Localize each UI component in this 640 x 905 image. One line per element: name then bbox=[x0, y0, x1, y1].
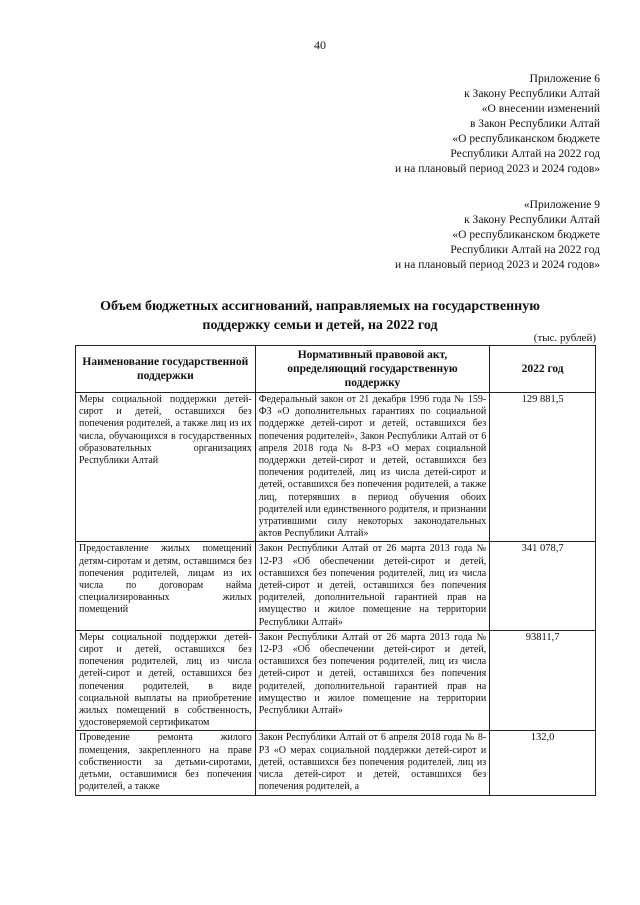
appendix-6-line: Приложение 6 bbox=[529, 73, 600, 85]
table-row bbox=[76, 630, 596, 731]
legal-act-cell: Закон Республики Алтай от 26 марта 2013 года № 12-РЗ «Об обеспечении детей-сирот и детей, оставшихся без попечения родителей, лиц из числа детей-сирот и детей, оставшихся без попечения родителей, дополнительной гарантией прав на имущество и жилое помещение на территории Республики Алтай» bbox=[255, 542, 490, 630]
appendix-6-line: к Закону Республики Алтай bbox=[464, 88, 600, 100]
appendix-6-line: Республики Алтай на 2022 год bbox=[450, 148, 600, 160]
legal-act-cell: Федеральный закон от 21 декабря 1996 года № 159-ФЗ «О дополнительных гарантиях по социальной поддержке детей-сирот и детей, оставшихся без попечения родителей», Закон Республики Алтай от 6 апреля 2018 года № 8-РЗ «О мерах социальной поддержки детей-сирот и детей, оставшихся без попечения родителей, лиц из числа детей-сирот и детей, оставшихся без попечения родителей, а также лиц, потерявших в период обучения обоих родителей или единственного родителя, и признании утратившими силу некоторых законодательных актов Республики Алтай» bbox=[255, 393, 490, 542]
document-title bbox=[40, 297, 600, 335]
units-note: (тыс. рублей) bbox=[533, 332, 596, 344]
appendix-9-line: Республики Алтай на 2022 год bbox=[450, 244, 600, 256]
page-bottom-margin bbox=[0, 840, 640, 905]
amount-cell: 129 881,5 bbox=[490, 393, 596, 542]
support-name-cell: Проведение ремонта жилого помещения, закрепленного на праве собственности за детьми-сиротами, детьми, оставшимися без попечения родителей, а также bbox=[76, 731, 256, 795]
appendix-9-header bbox=[395, 198, 600, 273]
appendix-6-line: «О республиканском бюджете bbox=[452, 133, 600, 145]
appendix-9-line: и на плановый период 2023 и 2024 годов» bbox=[395, 259, 600, 271]
table-header-row bbox=[76, 346, 596, 393]
appendix-6-line: «О внесении изменений bbox=[481, 103, 600, 115]
budget-table bbox=[75, 345, 596, 796]
table-row bbox=[76, 731, 596, 795]
support-name-cell: Меры социальной поддержки детей-сирот и детей, оставшихся без попечения родителей, а также лиц из их числа, обучающихся в государственных образовательных организациях Республики Алтай bbox=[76, 393, 256, 542]
header-year-2022: 2022 год bbox=[490, 346, 596, 393]
legal-act-cell: Закон Республики Алтай от 26 марта 2013 года № 12-РЗ «Об обеспечении детей-сирот и детей, оставшихся без попечения родителей, лиц из числа детей-сирот и детей, оставшихся без попечения родителей, дополнительной гарантией прав на имущество и жилое помещение на территории Республики Алтай» bbox=[255, 630, 490, 731]
appendix-6-line: в Закон Республики Алтай bbox=[470, 118, 600, 130]
table-row bbox=[76, 393, 596, 542]
appendix-6-line: и на плановый период 2023 и 2024 годов» bbox=[395, 163, 600, 175]
document-title-line: Объем бюджетных ассигнований, направляемых на государственную bbox=[100, 299, 540, 314]
appendix-9-line: к Закону Республики Алтай bbox=[464, 214, 600, 226]
legal-act-cell: Закон Республики Алтай от 6 апреля 2018 года № 8-РЗ «О мерах социальной поддержки детей-сирот и детей, оставшихся без попечения родителей, лиц из числа детей-сирот и детей, оставшихся без попечения родителей, а bbox=[255, 731, 490, 795]
support-name-cell: Предоставление жилых помещений детям-сиротам и детям, оставшимся без попечения родителей, лицам из их числа по договорам найма специализированных жилых помещений bbox=[76, 542, 256, 630]
appendix-6-header bbox=[395, 72, 600, 177]
document-title-line: поддержку семьи и детей, на 2022 год bbox=[202, 318, 438, 333]
page-number: 40 bbox=[314, 38, 326, 52]
header-legal-act: Нормативный правовой акт, определяющий государственную поддержку bbox=[255, 346, 490, 393]
amount-cell: 132,0 bbox=[490, 731, 596, 795]
amount-cell: 93811,7 bbox=[490, 630, 596, 731]
header-support-name: Наименование государственной поддержки bbox=[76, 346, 256, 393]
amount-cell: 341 078,7 bbox=[490, 542, 596, 630]
table-row bbox=[76, 542, 596, 630]
appendix-9-line: «О республиканском бюджете bbox=[452, 229, 600, 241]
support-name-cell: Меры социальной поддержки детей-сирот и детей, оставшихся без попечения родителей, лиц из числа детей-сирот и детей, оставшихся без попечения родителей, в виде социальной выплаты на приобретение жилых помещений в собственность, удостоверяемой сертификатом bbox=[76, 630, 256, 731]
appendix-9-line: «Приложение 9 bbox=[523, 199, 600, 211]
